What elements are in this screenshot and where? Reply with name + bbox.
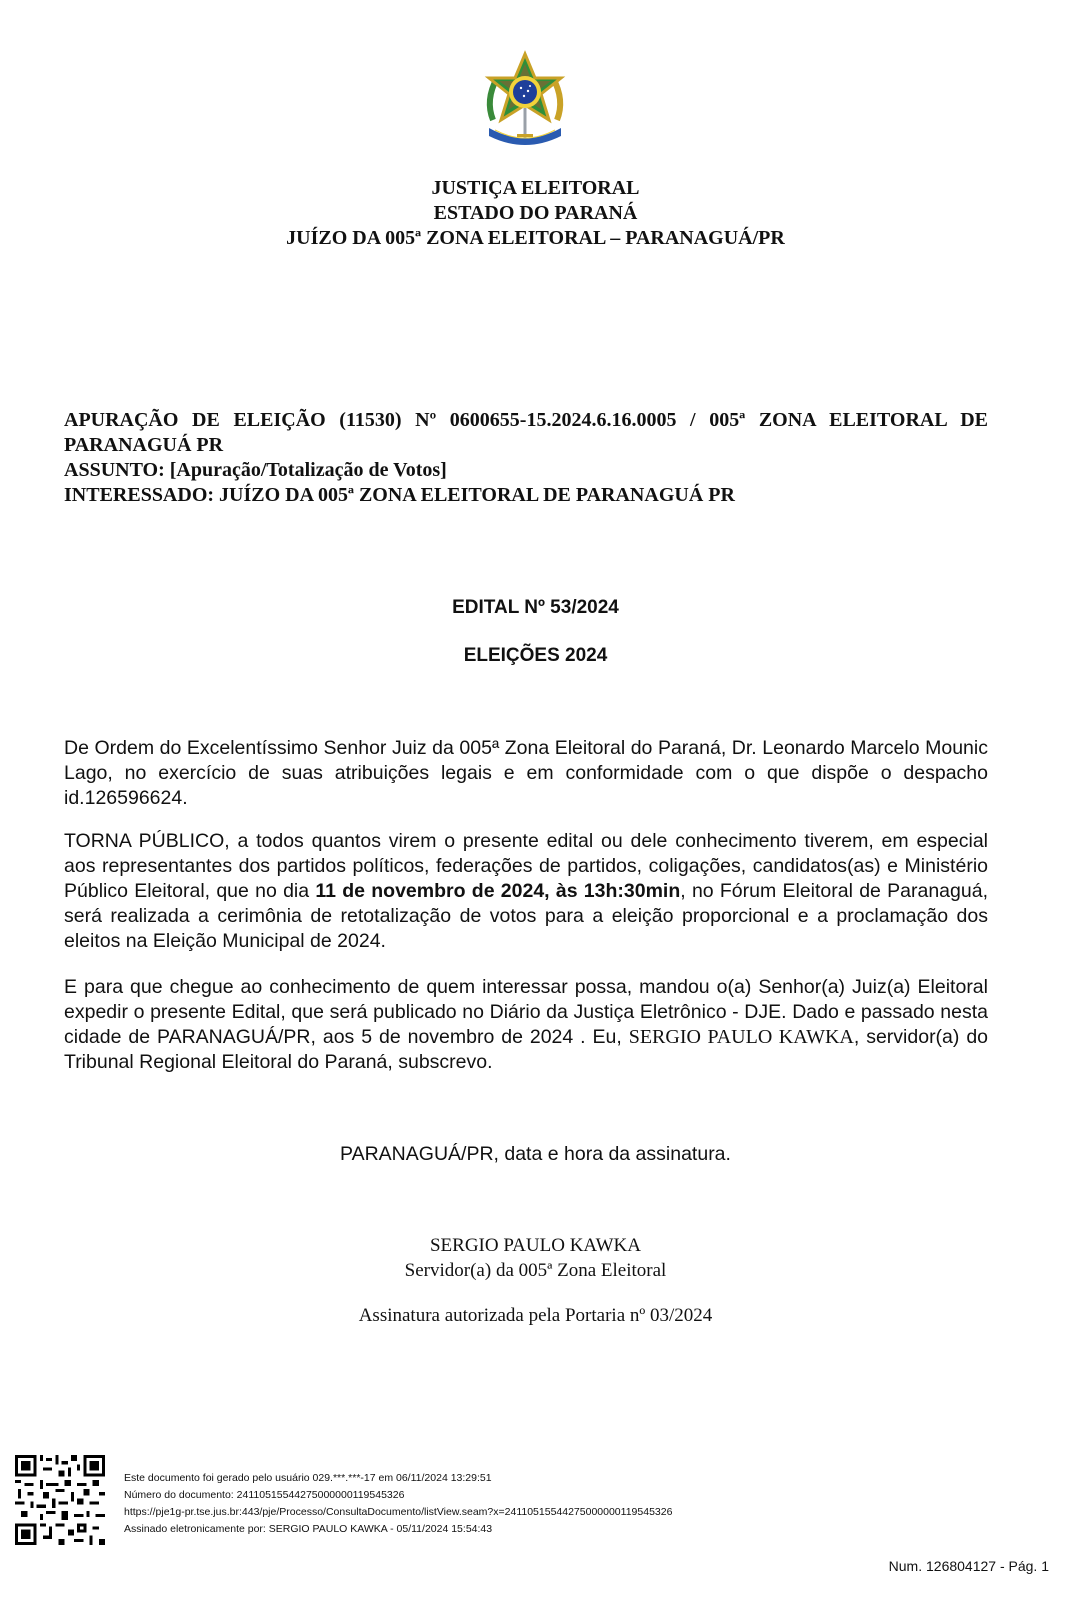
document-footer <box>124 1470 672 1538</box>
process-info <box>64 408 988 508</box>
process-line-1: APURAÇÃO DE ELEIÇÃO (11530) Nº 0600655-15.2024.6.16.0005 / 005ª ZONA ELEITORAL DE <box>64 409 988 431</box>
closing-text-start: E para que chegue ao conhecimento de quem interessar possa, mandou o(a) Senhor(a) Juiz(a) Eleitoral expedir o presente Edital, que será publicado no Diário da Justiça Eletrônico - DJE. Dado e passado nesta cidade de PARANAGUÁ/PR, aos 5 de novembro de 2024 . Eu, <box>64 976 988 1048</box>
paragraph-announcement <box>64 829 988 954</box>
announcement-text-start: TORNA PÚBLICO, a todos quantos virem o presente edital ou dele conhecimento tiverem, em especial aos representantes dos partidos políticos, federações de partidos, coligações, candidatos(as) e Ministério Público Eleitoral, que no dia <box>64 830 988 902</box>
paragraph-closing <box>64 975 988 1075</box>
signer-name: SERGIO PAULO KAWKA <box>429 1235 641 1256</box>
edital-subtitle: ELEIÇÕES 2024 <box>463 645 608 666</box>
footer-doc-number: Número do documento: 24110515544275000000119545326 <box>124 1489 405 1501</box>
signature-authorization: Assinatura autorizada pela Portaria nº 03/2024 <box>358 1305 713 1326</box>
closing-signer-name: SERGIO PAULO KAWKA <box>628 1026 854 1048</box>
footer-signed: Assinado eletronicamente por: SERGIO PAULO KAWKA - 05/11/2024 15:54:43 <box>124 1523 493 1535</box>
signer-role: Servidor(a) da 005ª Zona Eleitoral <box>404 1260 667 1281</box>
footer-generated: Este documento foi gerado pelo usuário 029.***.***-17 em 06/11/2024 13:29:51 <box>124 1472 492 1484</box>
place-date: PARANAGUÁ/PR, data e hora da assinatura. <box>340 1143 731 1165</box>
page-number: Num. 126804127 - Pág. 1 <box>888 1558 1049 1574</box>
process-line-2: PARANAGUÁ PR <box>64 434 224 456</box>
header-line-1: JUSTIÇA ELEITORAL <box>431 177 640 199</box>
announcement-date-time: 11 de novembro de 2024, às 13h:30min <box>315 880 681 902</box>
court-header <box>0 176 1071 251</box>
brazil-coat-of-arms-icon <box>475 50 575 154</box>
header-line-2: ESTADO DO PARANÁ <box>433 202 638 224</box>
process-subject: ASSUNTO: [Apuração/Totalização de Votos] <box>64 459 447 481</box>
footer-url[interactable]: https://pje1g-pr.tse.jus.br:443/pje/Processo/ConsultaDocumento/listView.seam?x=24110515544275000000119545326 <box>124 1506 673 1518</box>
paragraph-order: De Ordem do Excelentíssimo Senhor Juiz da 005ª Zona Eleitoral do Paraná, Dr. Leonardo Marcelo Mounic Lago, no exercício de suas atribuições legais e em conformidade com o que dispõe o despacho id.126596624. <box>64 737 988 809</box>
closing-text-end: , servidor(a) do Tribunal Regional Eleitoral do Paraná, subscrevo. <box>64 1026 989 1073</box>
header-line-3: JUÍZO DA 005ª ZONA ELEITORAL – PARANAGUÁ/PR <box>286 227 785 249</box>
qr-code-icon[interactable] <box>15 1455 105 1545</box>
process-interested: INTERESSADO: JUÍZO DA 005ª ZONA ELEITORAL DE PARANAGUÁ PR <box>64 484 735 506</box>
announcement-text-end: , no Fórum Eleitoral de Paranaguá, será realizada a cerimônia de retotalização de votos para a eleição proporcional e a proclamação dos eleitos na Eleição Municipal de 2024. <box>64 880 988 952</box>
edital-title: EDITAL Nº 53/2024 <box>452 597 619 618</box>
